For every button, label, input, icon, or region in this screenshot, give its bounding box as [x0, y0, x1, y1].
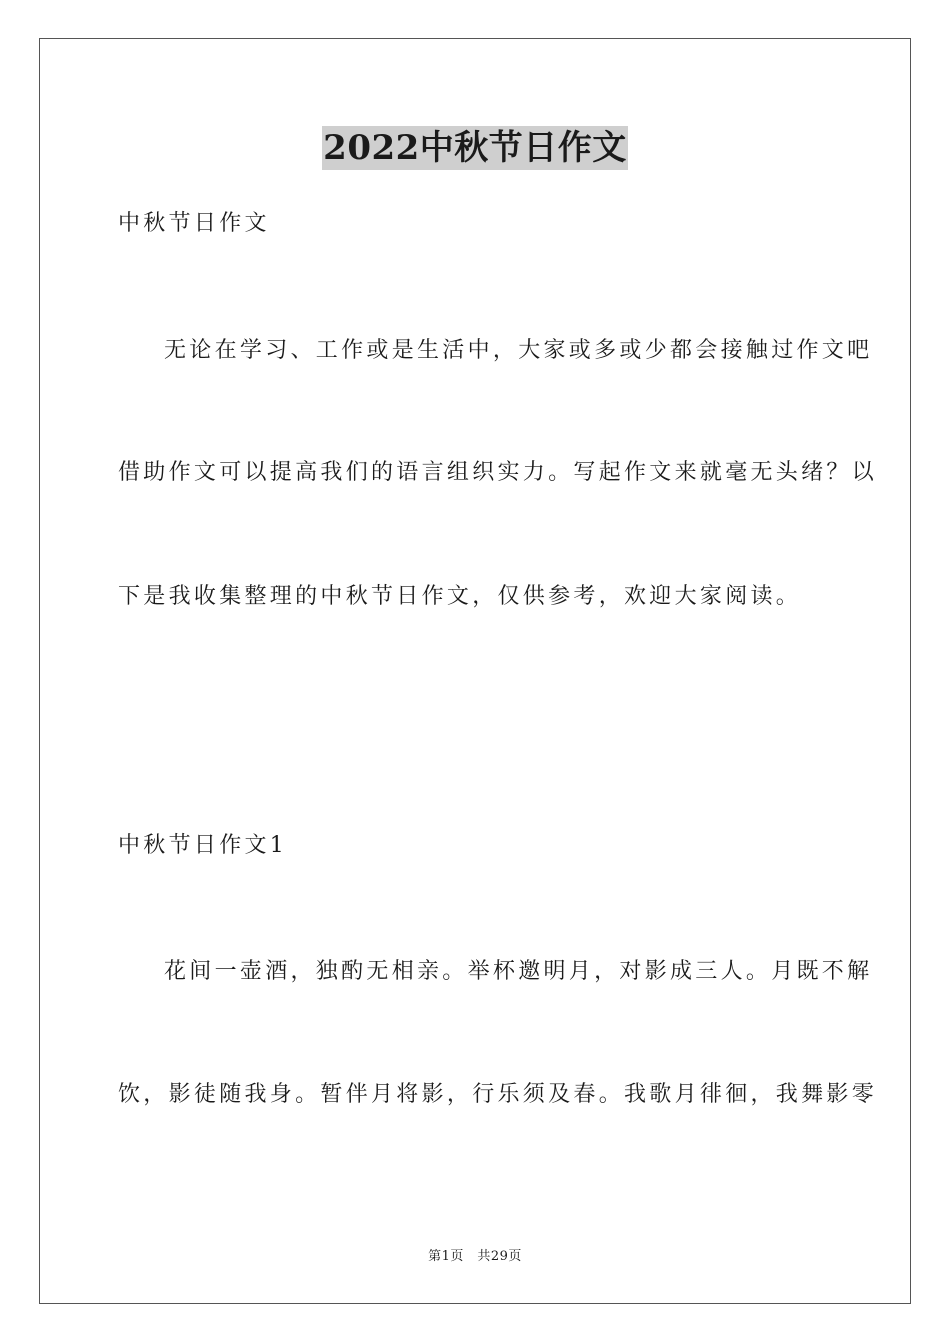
poem-line-2: 饮，影徒随我身。暂伴月将影，行乐须及春。我歌月徘徊，我舞影零: [118, 1082, 878, 1107]
title-container: [0, 126, 950, 170]
intro-line-1: 无论在学习、工作或是生活中，大家或多或少都会接触过作文吧: [164, 338, 873, 363]
intro-line-2: 借助作文可以提高我们的语言组织实力。写起作文来就毫无头绪？以: [118, 460, 878, 485]
subtitle: 中秋节日作文: [118, 211, 270, 236]
document-title: 2022中秋节日作文: [323, 128, 627, 168]
section-heading: 中秋节日作文1: [118, 833, 288, 858]
page-number-footer: 第1页 共29页: [428, 1249, 522, 1264]
poem-line-1: 花间一壶酒，独酌无相亲。举杯邀明月，对影成三人。月既不解: [164, 959, 873, 984]
intro-line-3: 下是我收集整理的中秋节日作文，仅供参考，欢迎大家阅读。: [118, 584, 802, 609]
